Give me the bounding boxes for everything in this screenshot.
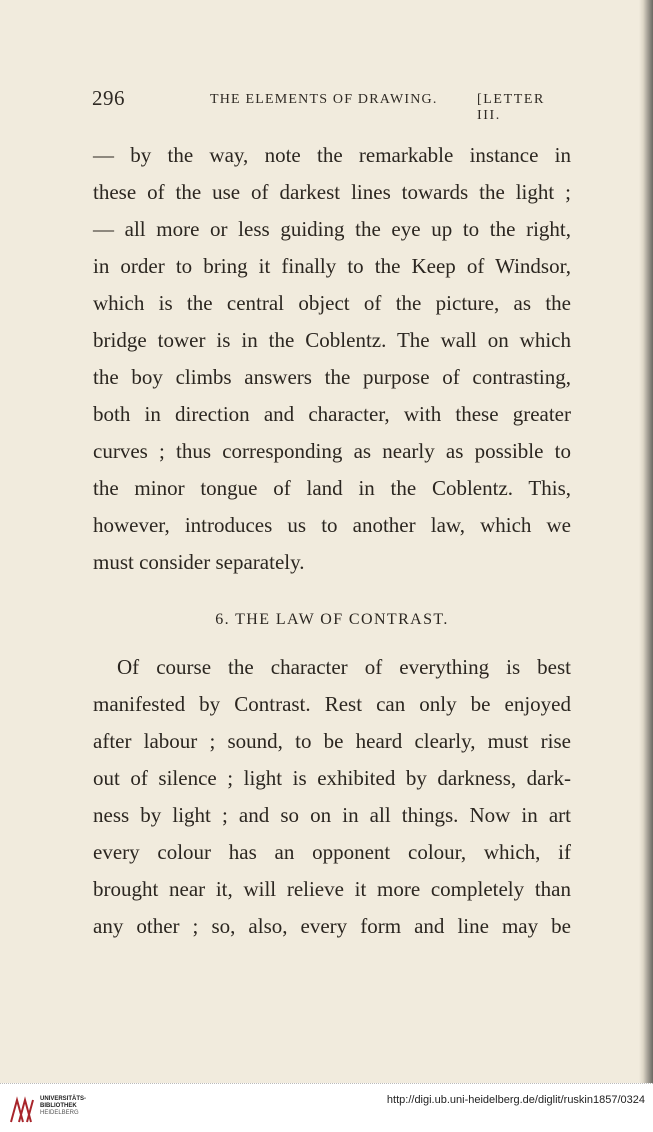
text-line: every colour has an opponent colour, which, if	[93, 840, 571, 864]
running-title: THE ELEMENTS OF DRAWING.	[210, 92, 438, 107]
text-line: the minor tongue of land in the Coblentz. This,	[93, 476, 571, 500]
institution-line: BIBLIOTHEK	[40, 1103, 77, 1109]
institution-name	[40, 1096, 86, 1117]
text-line: — by the way, note the remarkable instance in	[93, 143, 571, 167]
text-line: Of course the character of everything is best	[117, 655, 571, 679]
text-line: curves ; thus corresponding as nearly as possible to	[93, 439, 571, 463]
text-line: the boy climbs answers the purpose of contrasting,	[93, 365, 571, 389]
text-line: — all more or less guiding the eye up to the right,	[93, 217, 571, 241]
text-line: must consider separately.	[93, 550, 305, 574]
institution-line: UNIVERSITÄTS-	[40, 1096, 87, 1102]
text-line: however, introduces us to another law, which we	[93, 513, 571, 537]
text-line: ness by light ; and so on in all things. Now in art	[93, 803, 571, 827]
text-line: manifested by Contrast. Rest can only be enjoyed	[93, 692, 571, 716]
page-number: 296	[92, 86, 125, 110]
source-url-link[interactable]: http://digi.ub.uni-heidelberg.de/diglit/ruskin1857/0324	[386, 1094, 645, 1106]
text-line: brought near it, will relieve it more completely than	[93, 877, 571, 901]
text-line: any other ; so, also, every form and line may be	[93, 914, 571, 938]
running-letter: [LETTER III.	[477, 92, 545, 123]
text-line: after labour ; sound, to be heard clearly, must rise	[93, 729, 571, 753]
section-heading: 6. THE LAW OF CONTRAST.	[215, 611, 449, 628]
page-edge-shadow	[639, 0, 653, 1083]
text-line: in order to bring it finally to the Keep of Windsor,	[93, 254, 571, 278]
text-line: both in direction and character, with these greater	[93, 402, 571, 426]
text-line: these of the use of darkest lines towards the light ;	[93, 180, 571, 204]
text-line: out of silence ; light is exhibited by darkness, dark-	[93, 766, 571, 790]
university-library-logo-icon	[8, 1094, 38, 1126]
running-head	[92, 86, 572, 123]
institution-line: HEIDELBERG	[40, 1110, 79, 1116]
text-line: which is the central object of the picture, as the	[93, 291, 571, 315]
viewer-footer	[0, 1083, 653, 1132]
text-line: bridge tower is in the Coblentz. The wall on which	[93, 328, 571, 352]
